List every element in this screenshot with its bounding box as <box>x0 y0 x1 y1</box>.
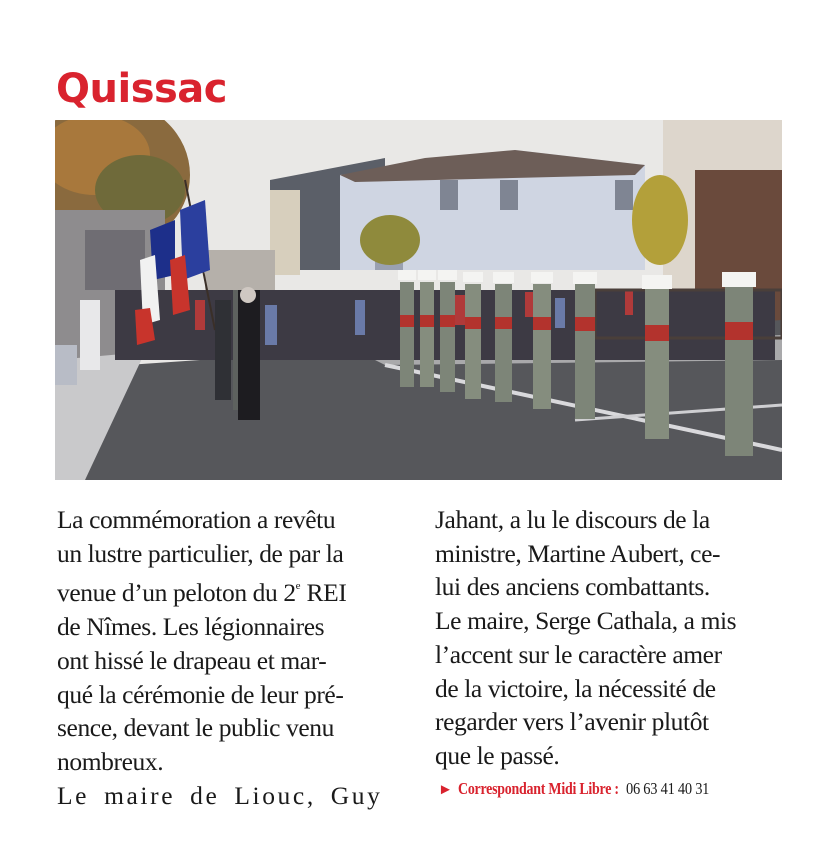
text-line: regarder vers l’avenir plutôt <box>435 707 709 737</box>
text-line: que le passé. <box>435 740 560 770</box>
text-fragment: REI <box>300 578 347 608</box>
correspondent-credit <box>438 778 723 801</box>
text-line: qué la cérémonie de leur pré- <box>57 679 344 709</box>
text-fragment: venue d’un peloton du 2 <box>57 578 296 608</box>
text-line <box>57 570 409 610</box>
ordinal-suffix: e <box>295 580 301 593</box>
text-line: nombreux. <box>57 746 164 776</box>
text-line: lui des anciens combattants. <box>435 572 710 602</box>
text-line: de Nîmes. Les légionnaires <box>57 612 325 642</box>
text-line: un lustre particulier, de par la <box>57 538 344 568</box>
article-column-right <box>435 503 787 773</box>
credit-phone: 06 63 41 40 31 <box>625 779 709 798</box>
photo-illustration <box>55 120 782 480</box>
article-headline: Quissac <box>56 65 228 112</box>
text-line: l’accent sur le caractère amer <box>435 639 722 669</box>
text-line: ministre, Martine Aubert, ce- <box>435 538 721 568</box>
credit-label: Correspondant Midi Libre : <box>457 779 619 798</box>
triangle-right-icon: ► <box>438 782 453 798</box>
text-line: sence, devant le public venu <box>57 713 334 743</box>
article-photo <box>55 120 782 480</box>
text-line: Le maire de Liouc, Guy <box>57 780 383 810</box>
text-line: Le maire, Serge Cathala, a mis <box>435 606 737 636</box>
article-column-left <box>57 503 409 812</box>
text-line: Jahant, a lu le discours de la <box>435 505 710 534</box>
text-line: de la victoire, la nécessité de <box>435 673 716 703</box>
text-line: ont hissé le drapeau et mar- <box>57 645 327 675</box>
text-line: La commémoration a revêtu <box>57 505 336 534</box>
